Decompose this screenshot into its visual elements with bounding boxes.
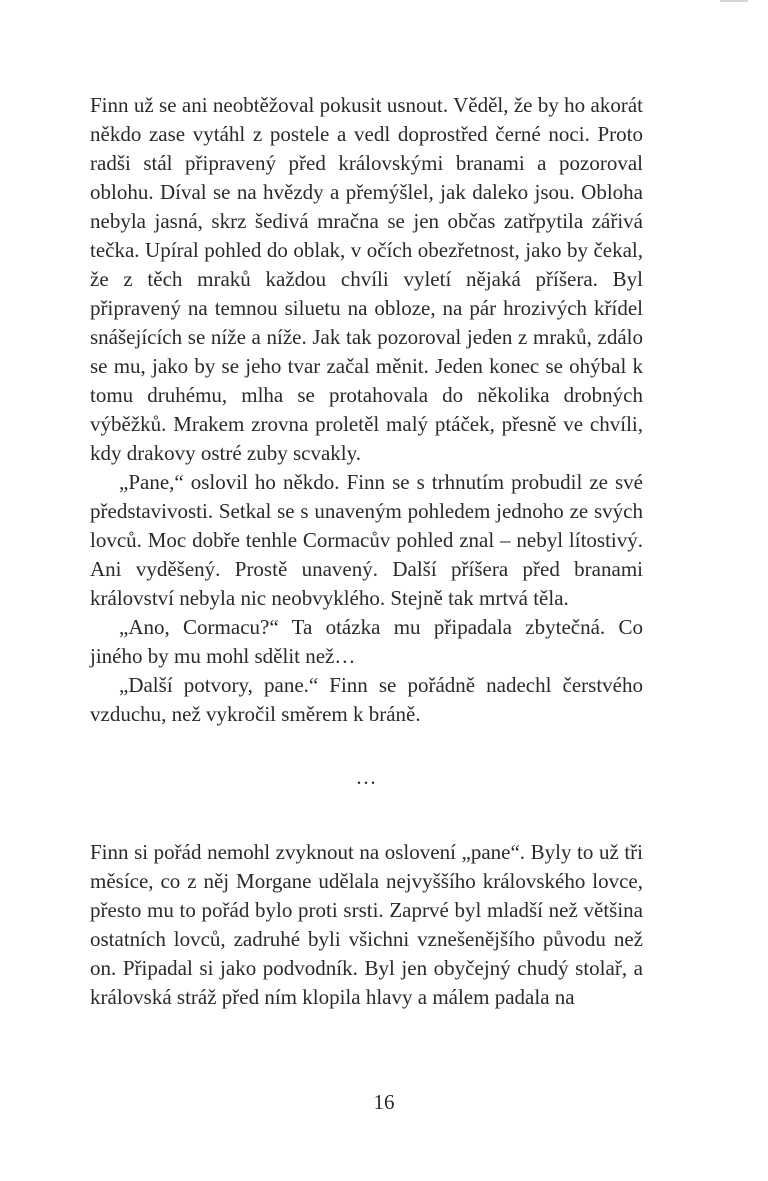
scene-break-spacer: [90, 792, 643, 838]
paragraph: „Ano, Cormacu?“ Ta otázka mu připadala zbytečná. Co jiného by mu mohl sdělit než…: [90, 615, 643, 668]
paragraph: „Další potvory, pane.“ Finn se pořádně nadechl čerstvého vzduchu, než vykročil směrem k bráně.: [90, 673, 643, 726]
page-corner-mark: [720, 0, 748, 2]
scene-break-spacer: [90, 729, 643, 763]
paragraph: „Pane,“ oslovil ho někdo. Finn se s trhnutím probudil ze své představivosti. Setkal se s unaveným pohledem jednoho ze svých lovců. Moc dobře tenhle Cormacův pohled znal – nebyl lítostivý. Ani vyděšený. Prostě unavený. Další příšera před branami království nebyla nic neobvyklého. Stejně tak mrtvá těla.: [90, 470, 643, 610]
paragraph: Finn už se ani neobtěžoval pokusit usnout. Věděl, že by ho akorát někdo zase vytáhl z postele a vedl doprostřed černé noci. Proto radši stál připravený před královskými branami a pozoroval oblohu. Díval se na hvězdy a přemýšlel, jak daleko jsou. Obloha nebyla jasná, skrz šedivá mračna se jen občas zatřpytila zářivá tečka. Upíral pohled do oblak, v očích obezřetnost, jako by čekal, že z těch mraků každou chvíli vyletí nějaká příšera. Byl připravený na temnou siluetu na obloze, na pár hrozivých křídel snášejících se níže a níže. Jak tak pozoroval jeden z mraků, zdálo se mu, jako by se jeho tvar začal měnit. Jeden konec se ohýbal k tomu druhému, mlha se protahovala do několika drobných výběžků. Mrakem zrovna proletěl malý ptáček, přesně ve chvíli, kdy drakovy ostré zuby scvakly.: [90, 93, 643, 465]
page-body: [90, 91, 643, 1012]
page-number: 16: [373, 1090, 395, 1114]
scene-break: …: [355, 765, 378, 789]
paragraph: Finn si pořád nemohl zvyknout na oslovení „pane“. Byly to už tři měsíce, co z něj Morgane udělala nejvyššího královského lovce, přesto mu to pořád bylo proti srsti. Zaprvé byl mladší než většina ostatních lovců, zadruhé byli všichni vznešenějšího původu než on. Připadal si jako podvodník. Byl jen obyčejný chudý stolař, a královská stráž před ním klopila hlavy a málem padala na: [90, 840, 643, 1009]
